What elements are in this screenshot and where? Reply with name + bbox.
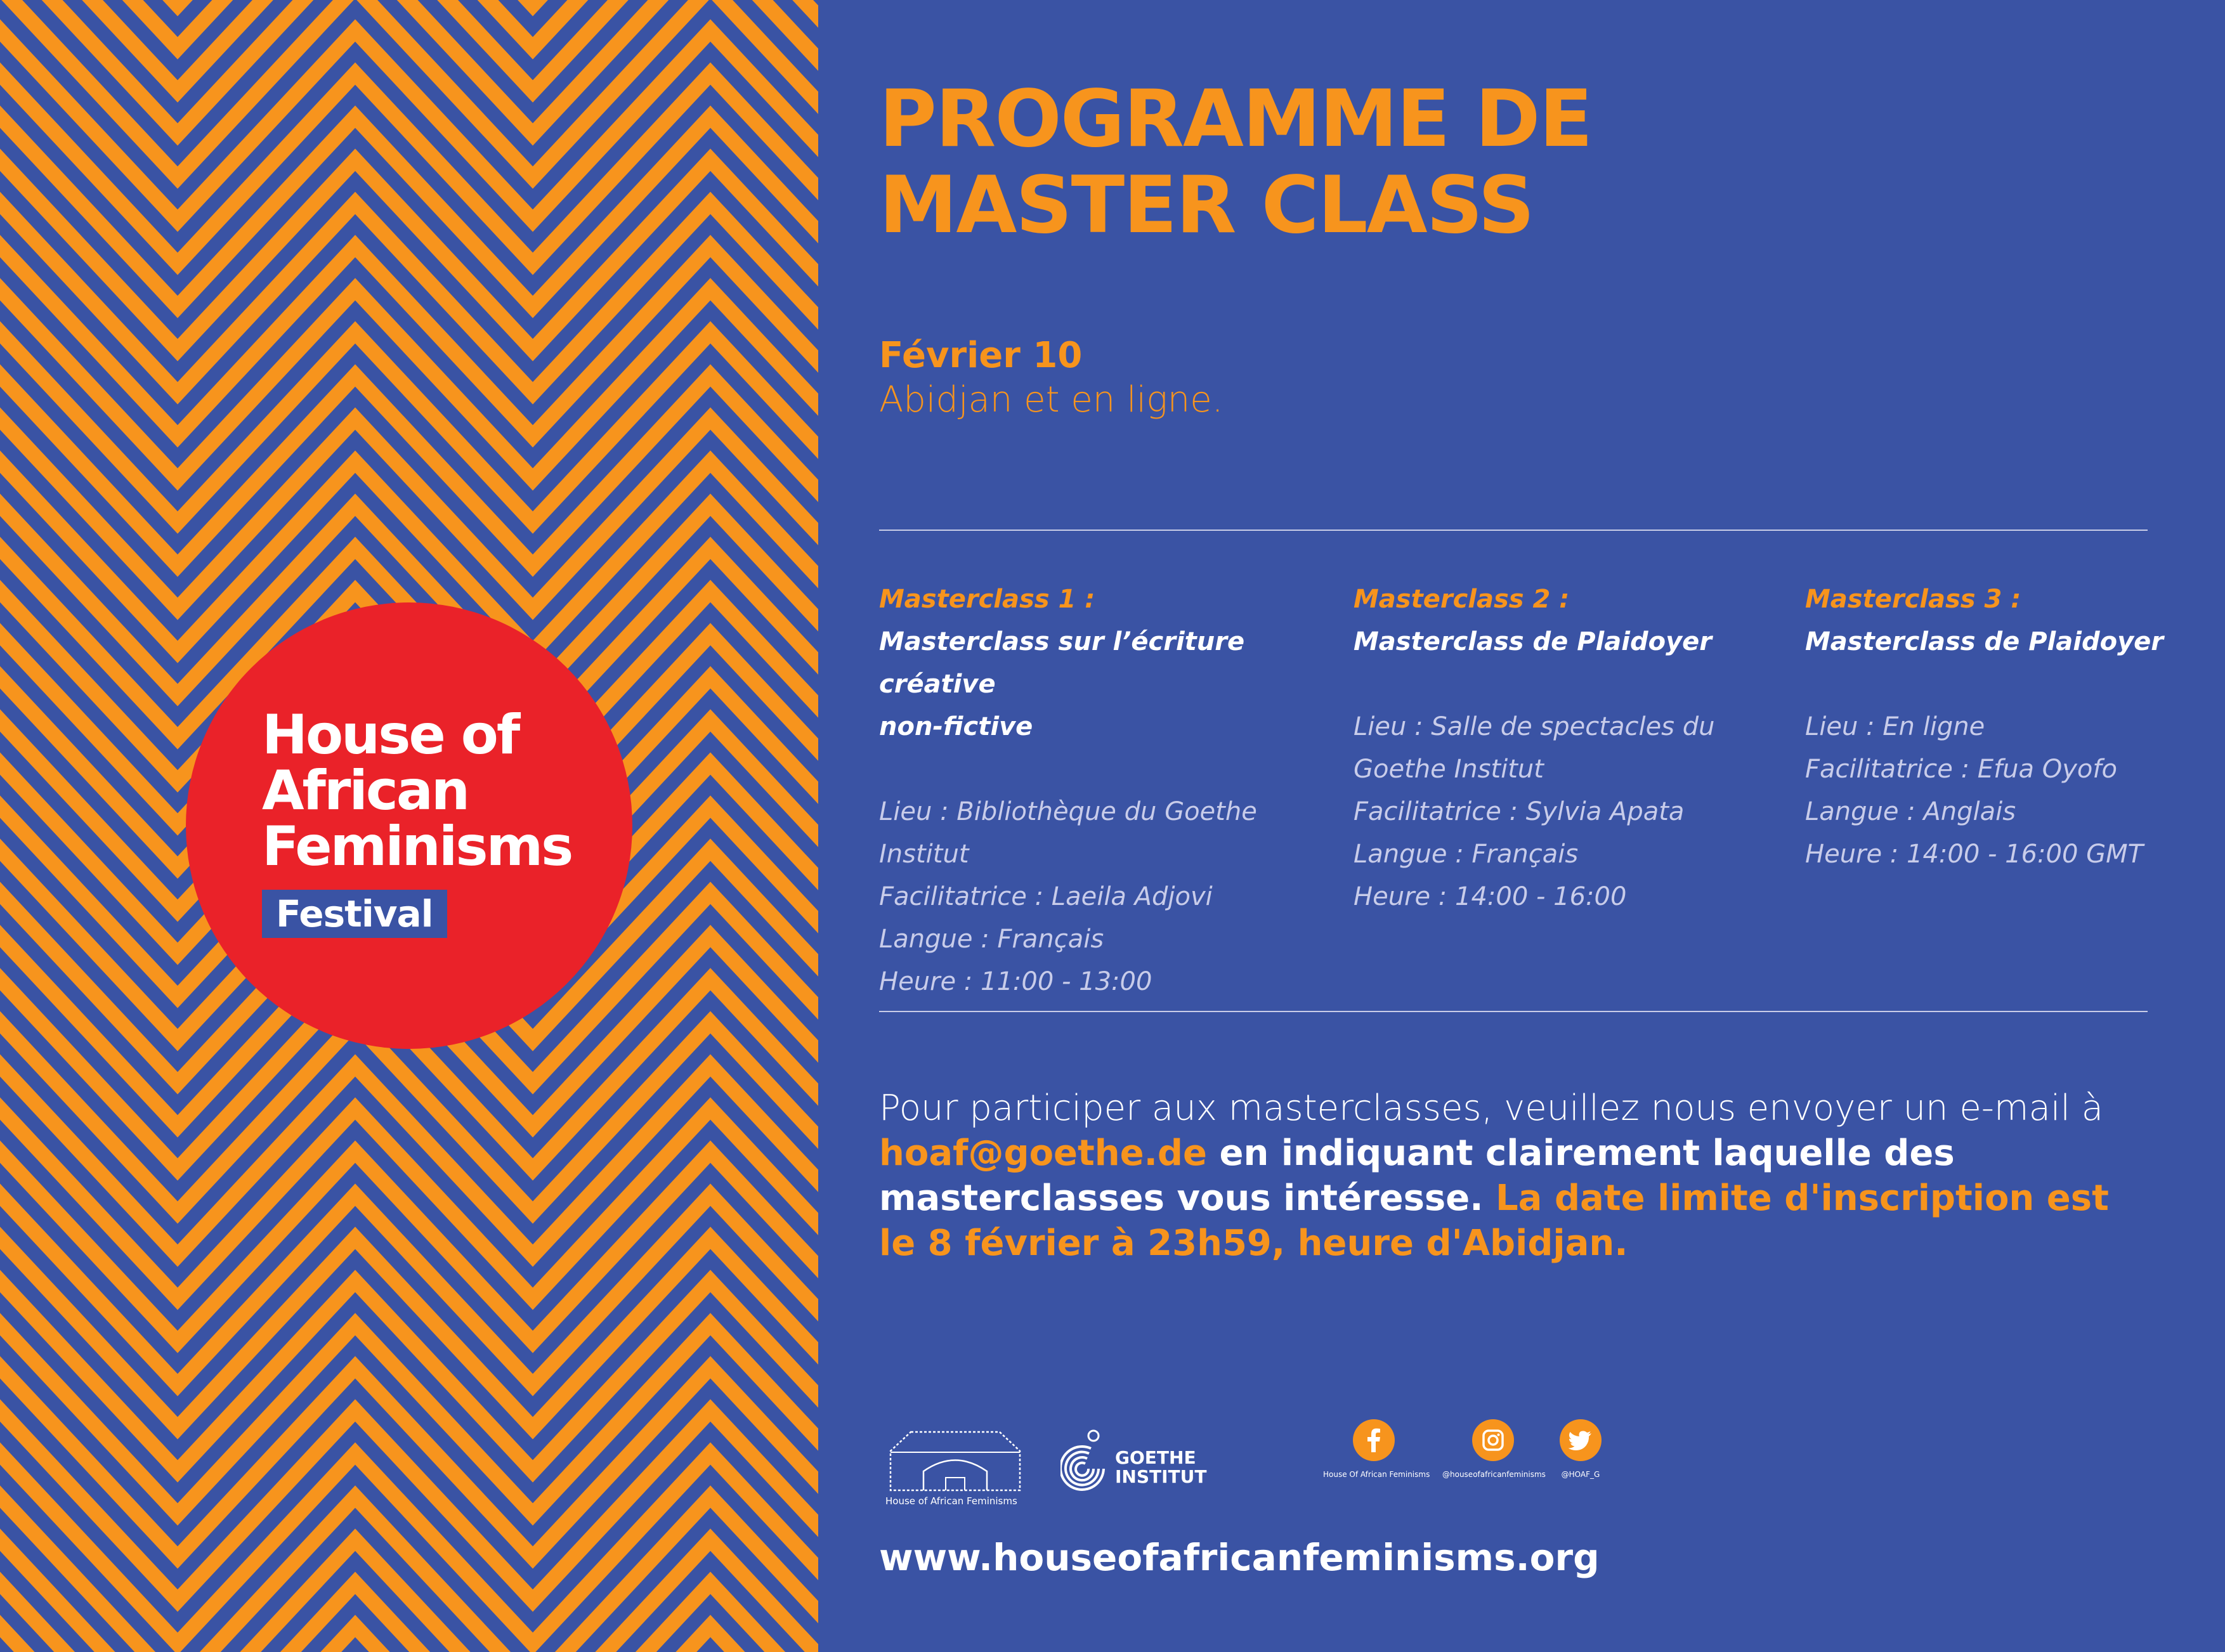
masterclass-3 [1805,578,2225,876]
logo-line: Feminisms [262,815,572,878]
detail-line: Langue : Français [1354,840,1579,869]
masterclass-number: Masterclass 1 : [879,585,1095,614]
cta-middle: en indiquant clairement laquelle des masterclasses vous intéresse. [879,1133,1955,1219]
social-label: House Of African Feminisms [1323,1470,1430,1479]
masterclass-title: non-fictive [879,712,1033,741]
masterclass-title: Masterclass de Plaidoyer [1354,627,1712,656]
event-location: Abidjan et en ligne. [879,379,1223,420]
detail-line: Langue : Anglais [1805,797,2016,826]
detail-line: Lieu : Salle de spectacles du [1354,712,1715,741]
masterclass-title: Masterclass de Plaidoyer [1805,627,2163,656]
page-title [879,76,1591,249]
title-line: MASTER CLASS [879,160,1534,251]
divider-bottom [879,1011,2148,1012]
twitter-link[interactable] [1543,1419,1619,1479]
masterclass-details [1354,706,1798,918]
detail-line: Lieu : En ligne [1805,712,1985,741]
logo-line: African [262,759,469,823]
goethe-line: INSTITUT [1115,1466,1207,1487]
detail-line: Langue : Français [879,925,1104,954]
registration-instructions [879,1086,2154,1266]
registration-deadline: La date limite d'inscription est le 8 février à 23h59, heure d'Abidjan. [879,1178,2109,1264]
detail-line: Institut [879,840,969,869]
facebook-icon[interactable] [1353,1419,1395,1461]
detail-line: Lieu : Bibliothèque du Goethe [879,797,1257,826]
hoaf-logo-caption: House of African Feminisms [885,1495,1017,1507]
masterclass-details [1805,706,2225,876]
website-url-link[interactable]: www.houseofafricanfeminisms.org [879,1536,1600,1579]
social-label: @houseofafricanfeminisms [1442,1470,1546,1479]
detail-line: Facilitatrice : Laeila Adjovi [879,882,1213,911]
divider-top [879,530,2148,531]
masterclass-1 [879,578,1323,1003]
logo-line: House of [262,703,519,767]
goethe-line: GOETHE [1115,1447,1196,1468]
hoaf-festival-logo [186,602,632,1049]
detail-line: Heure : 14:00 - 16:00 GMT [1805,840,2144,869]
festival-badge: Festival [262,890,447,938]
goethe-rings-icon [1060,1429,1111,1506]
twitter-icon[interactable] [1560,1419,1602,1461]
masterclass-details [879,791,1323,1003]
social-label: @HOAF_G [1561,1470,1600,1479]
instagram-link[interactable] [1442,1419,1544,1479]
instagram-icon[interactable] [1472,1419,1514,1461]
goethe-wordmark [1115,1448,1206,1486]
zigzag-pattern-panel [0,0,818,1652]
detail-line: Goethe Institut [1354,755,1544,784]
facebook-link[interactable] [1323,1419,1430,1479]
title-line: PROGRAMME DE [879,74,1592,165]
partner-logos [879,1414,1640,1516]
contact-email-link[interactable]: hoaf@goethe.de [879,1133,1207,1174]
masterclass-number: Masterclass 2 : [1354,585,1570,614]
cta-lead: Pour participer aux masterclasses, veuillez nous envoyer un e-mail à [879,1088,2104,1129]
goethe-institut-logo [1060,1423,1225,1512]
detail-line: Facilitatrice : Efua Oyofo [1805,755,2117,784]
hoaf-building-logo [885,1427,1025,1509]
detail-line: Facilitatrice : Sylvia Apata [1354,797,1685,826]
logo-wordmark [262,703,572,878]
building-outline-icon [885,1427,1025,1493]
detail-line: Heure : 11:00 - 13:00 [879,967,1152,996]
masterclass-title: Masterclass sur l’écriture créative [879,627,1245,699]
detail-line: Heure : 14:00 - 16:00 [1354,882,1627,911]
masterclass-2 [1354,578,1798,918]
masterclass-number: Masterclass 3 : [1805,585,2021,614]
event-date: Février 10 [879,335,1083,376]
